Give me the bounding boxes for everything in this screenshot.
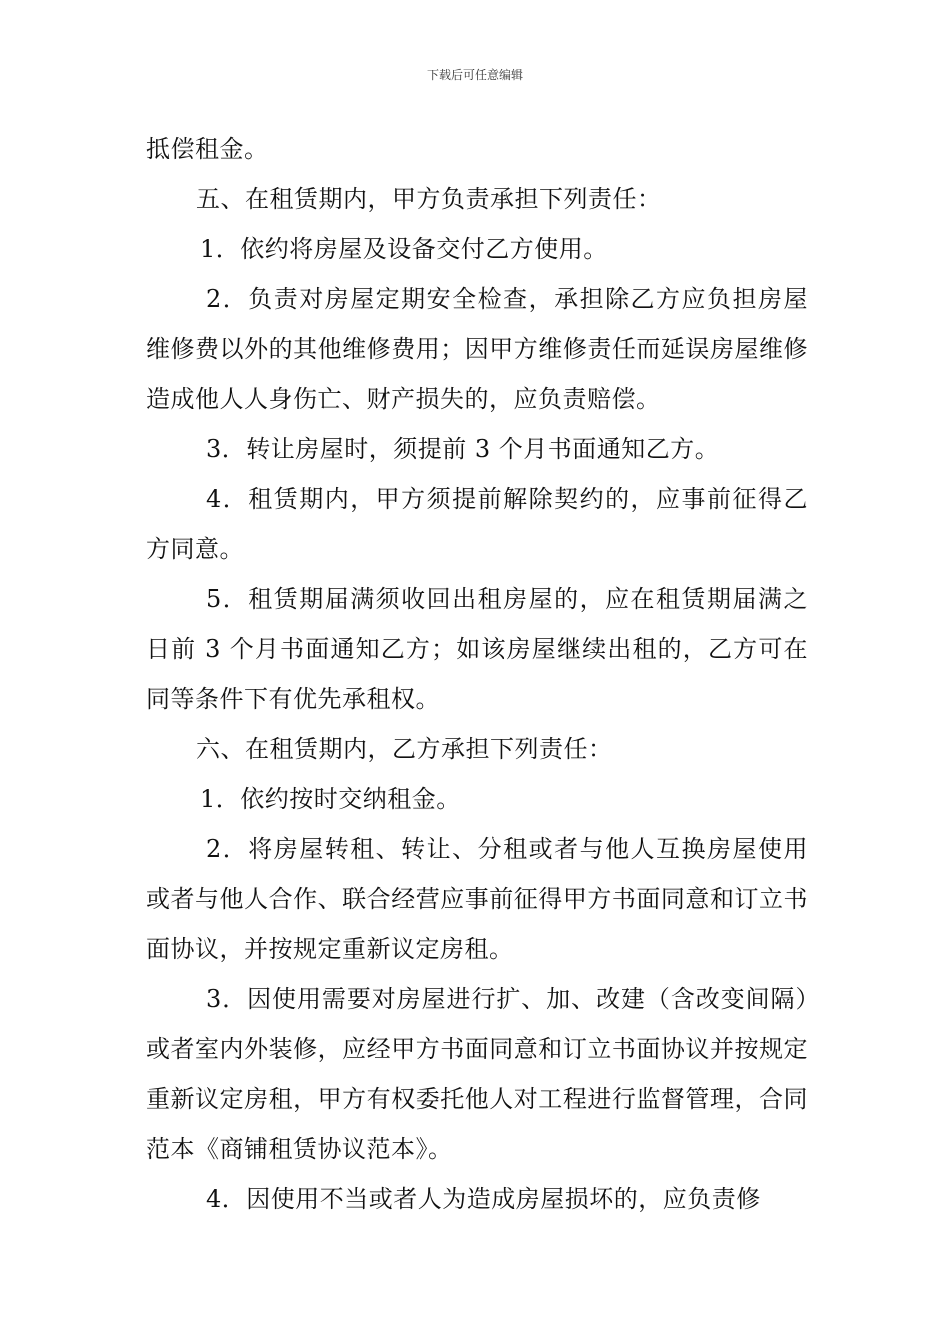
- section-five-item-2: 2．负责对房屋定期安全检查，承担除乙方应负担房屋维修费以外的其他维修费用；因甲方维修责任而延误房屋维修造成他人人身伤亡、财产损失的，应负责赔偿。: [146, 285, 808, 413]
- document-body: [146, 124, 808, 1224]
- section-five-item-1: 1．依约将房屋及设备交付乙方使用。: [200, 235, 608, 263]
- section-six-item-1: 1．依约按时交纳租金。: [200, 785, 461, 813]
- section-five-item-3: 3．转让房屋时，须提前 3 个月书面通知乙方。: [206, 435, 720, 463]
- section-six-item-3: 3．因使用需要对房屋进行扩、加、改建（含改变间隔）或者室内外装修，应经甲方书面同意和订立书面协议并按规定重新议定房租，甲方有权委托他人对工程进行监督管理，合同范本《商铺租赁协议范本》。: [146, 985, 808, 1163]
- page-header: 下载后可任意编辑: [426, 68, 523, 82]
- section-five-item-5: 5．租赁期届满须收回出租房屋的，应在租赁期届满之日前 3 个月书面通知乙方；如该房屋继续出租的，乙方可在同等条件下有优先承租权。: [146, 585, 808, 713]
- section-six-item-2: 2．将房屋转租、转让、分租或者与他人互换房屋使用或者与他人合作、联合经营应事前征得甲方书面同意和订立书面协议，并按规定重新议定房租。: [146, 835, 808, 963]
- section-five-heading: 五、在租赁期内，甲方负责承担下列责任：: [196, 185, 662, 213]
- paragraph-rent-offset: 抵偿租金。: [146, 135, 269, 163]
- section-six-heading: 六、在租赁期内，乙方承担下列责任：: [196, 735, 613, 763]
- section-six-item-4: 4．因使用不当或者人为造成房屋损坏的，应负责修: [206, 1185, 761, 1213]
- section-five-item-4: 4．租赁期内，甲方须提前解除契约的，应事前征得乙方同意。: [146, 485, 808, 563]
